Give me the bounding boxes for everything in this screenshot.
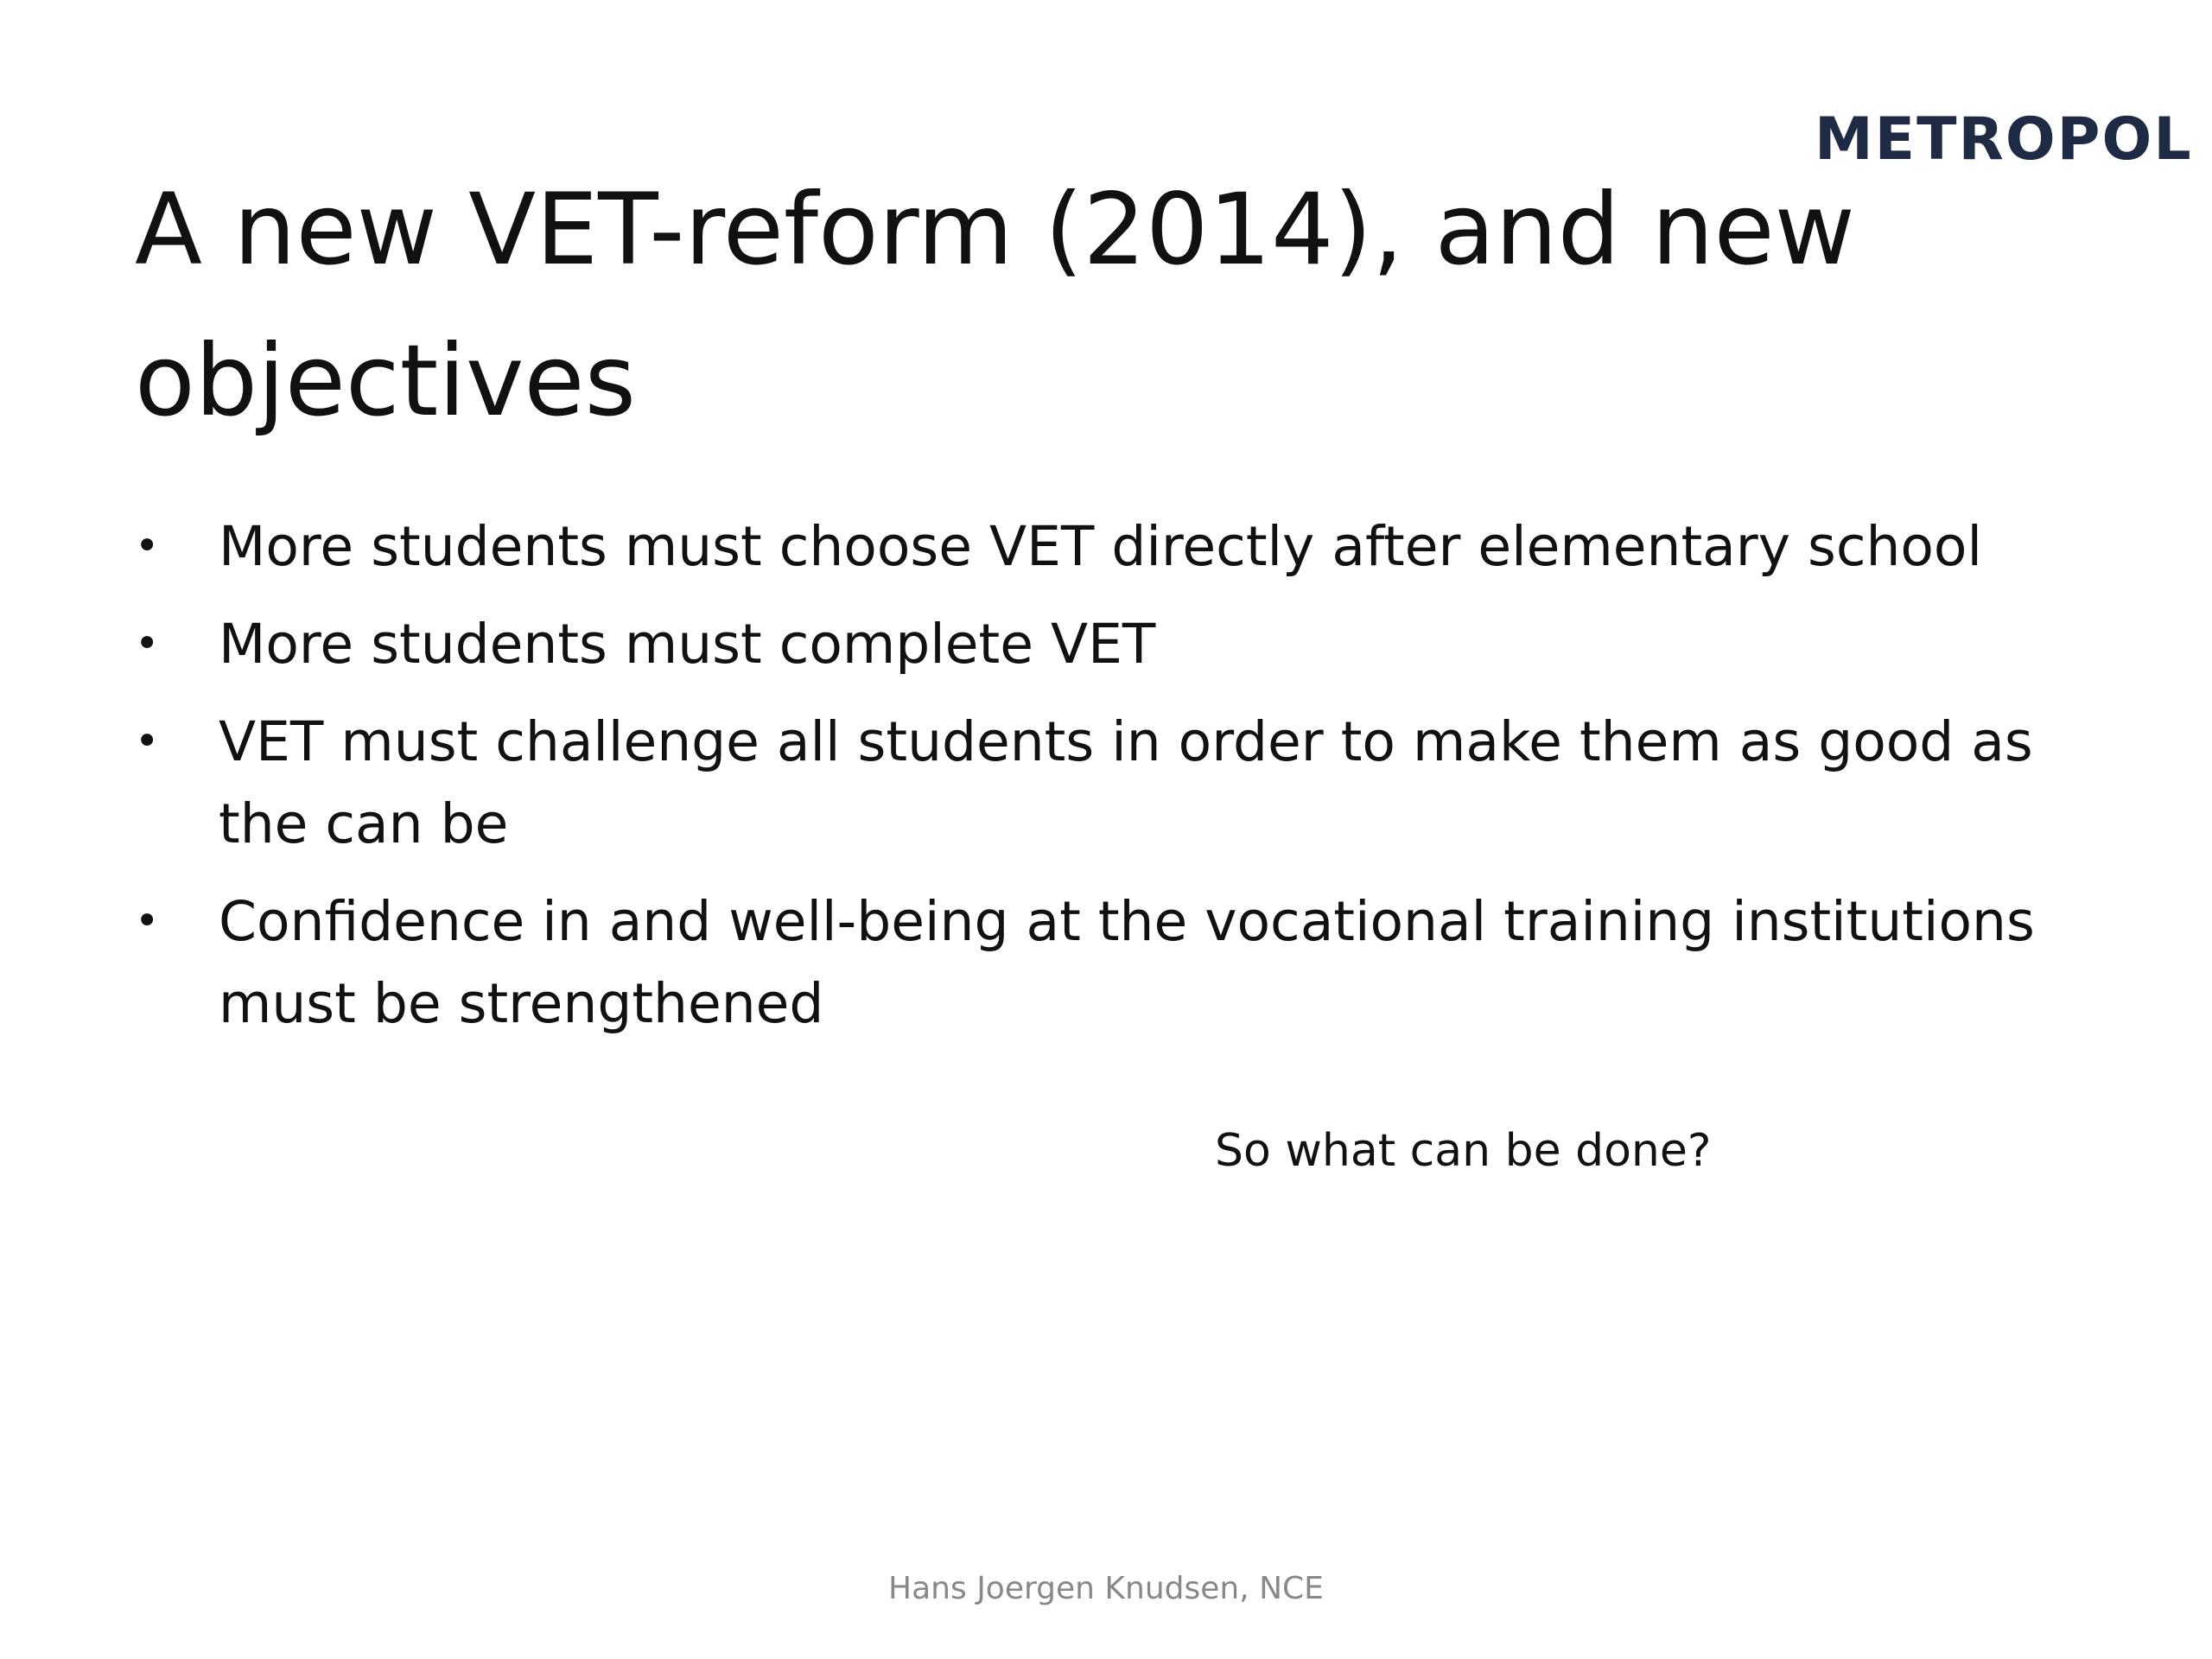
bullet-marker: •: [135, 522, 160, 570]
bullet-item: [135, 880, 2079, 1045]
bullet-marker: •: [135, 620, 160, 668]
bullet-item: [135, 603, 2079, 685]
bullet-item: [135, 701, 2079, 865]
slide-title: A new VET-reform (2014), and new objectives: [135, 172, 1855, 438]
footer-author: Hans Joergen Knudsen, NCE: [888, 1571, 1324, 1606]
bullet-text: More students must complete VET: [219, 613, 1156, 676]
logo-wordmark: METROPOL: [1815, 105, 2193, 174]
bullet-marker: •: [135, 897, 160, 945]
bullet-list: [135, 505, 2079, 1060]
bullet-text: Confidence in and well-being at the vocational training institutions must be strengthened: [219, 890, 2035, 1035]
closing-question: So what can be done?: [1215, 1125, 1712, 1177]
bullet-item: [135, 505, 2079, 588]
bullet-text: More students must choose VET directly after elementary school: [219, 515, 1982, 578]
bullet-marker: •: [135, 717, 160, 766]
bullet-text: VET must challenge all students in order to make them as good as the can be: [219, 710, 2033, 855]
